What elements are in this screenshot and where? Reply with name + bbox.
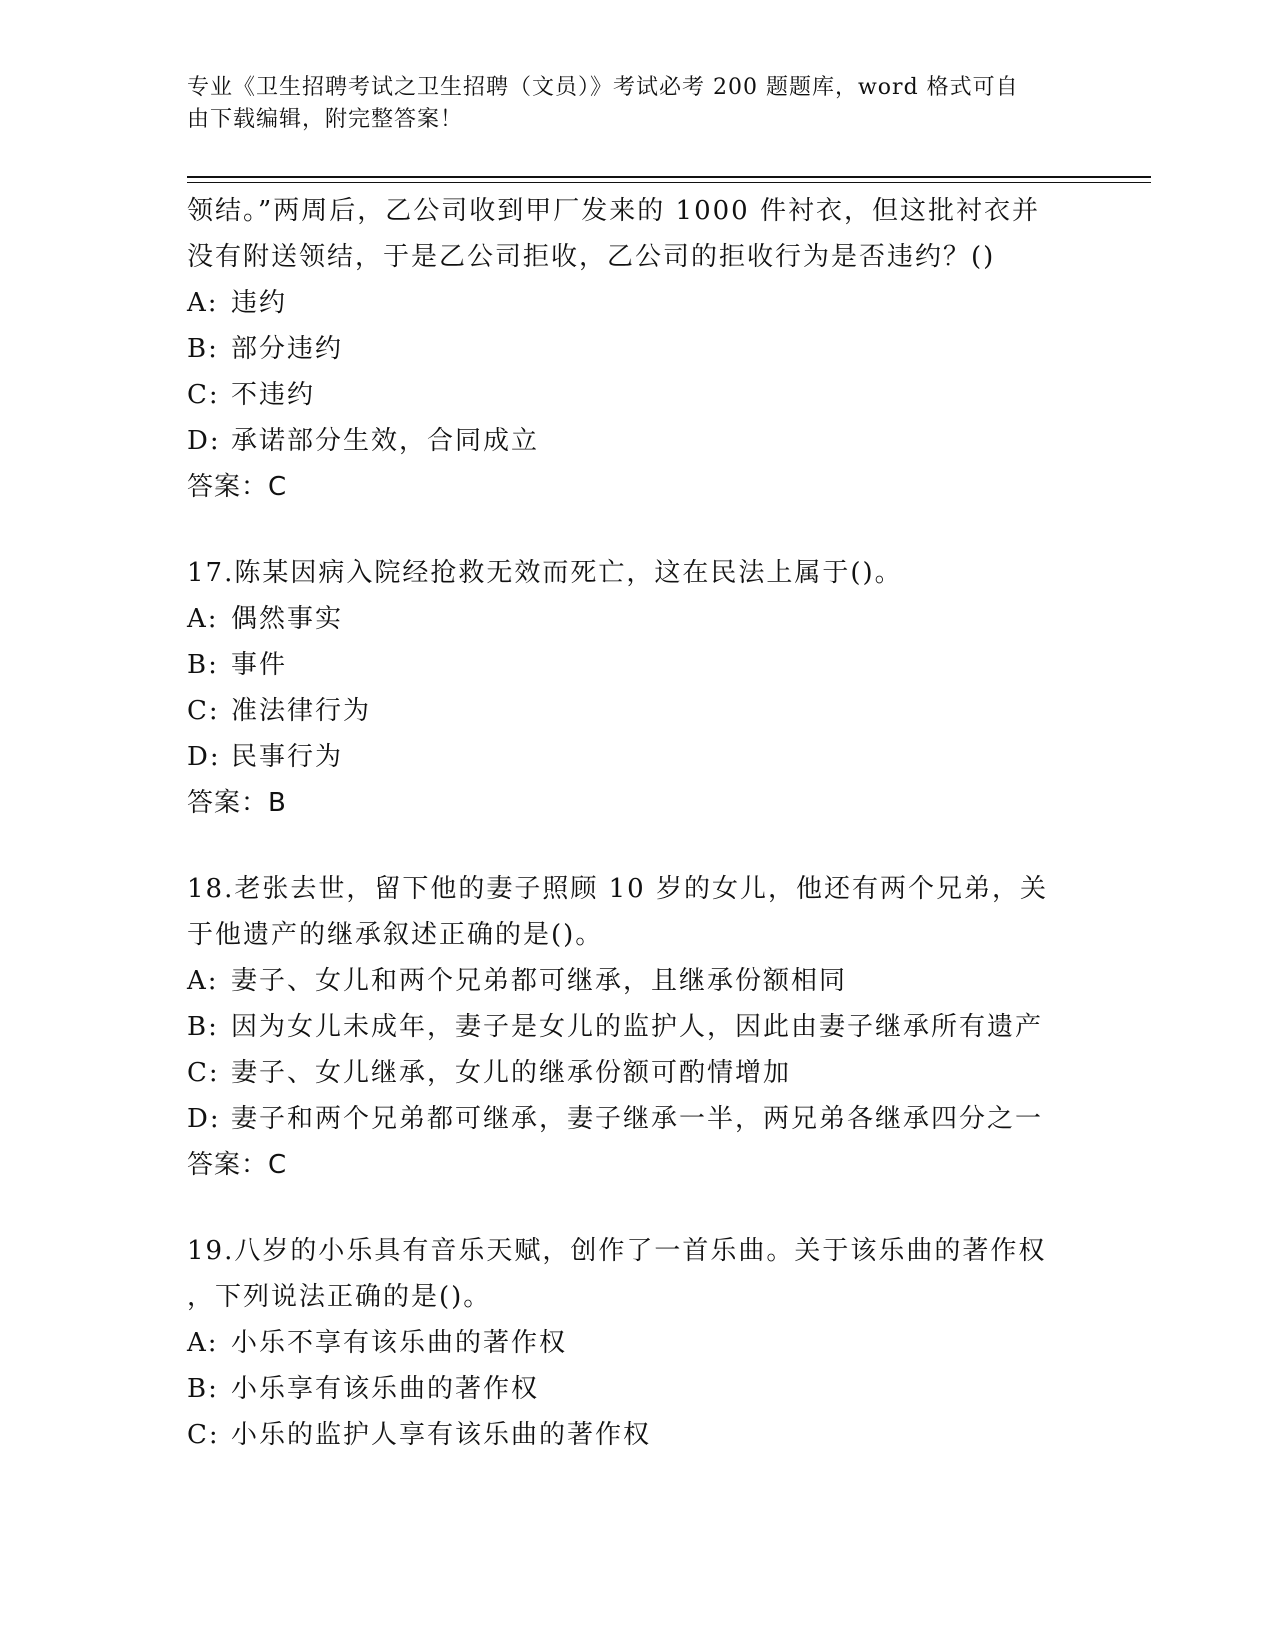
option-letter: C: (187, 1420, 220, 1450)
answer-line: 答案：B (187, 788, 287, 818)
option-letter: A: (187, 288, 219, 318)
document-body (187, 188, 1087, 1458)
option-text: 小乐的监护人享有该乐曲的著作权 (231, 1420, 652, 1450)
question-stem-line: ，下列说法正确的是()。 (187, 1282, 492, 1312)
header-divider (187, 176, 1151, 183)
option-text: 违约 (231, 288, 288, 318)
option-text: 妻子和两个兄弟都可继承，妻子继承一半，两兄弟各继承四分之一 (231, 1104, 1044, 1134)
option-letter: A: (187, 604, 219, 634)
question-stem-line: 17.陈某因病入院经抢救无效而死亡，这在民法上属于()。 (187, 558, 903, 588)
option-a (187, 1320, 1087, 1366)
option-c (187, 372, 1087, 418)
option-b (187, 1004, 1087, 1050)
option-letter: B: (187, 334, 219, 364)
header-line-1: 专业《卫生招聘考试之卫生招聘（文员）》考试必考 200 题题库，word 格式可自 (187, 75, 1019, 100)
option-text: 因为女儿未成年，妻子是女儿的监护人，因此由妻子继承所有遗产 (231, 1012, 1044, 1042)
option-letter: B: (187, 1012, 219, 1042)
option-text: 小乐不享有该乐曲的著作权 (231, 1328, 568, 1358)
answer-line: 答案：C (187, 472, 288, 502)
option-c (187, 1412, 1087, 1458)
option-text: 民事行为 (231, 742, 344, 772)
option-b (187, 326, 1087, 372)
option-letter: D: (187, 742, 221, 772)
option-text: 小乐享有该乐曲的著作权 (231, 1374, 540, 1404)
option-d (187, 734, 1087, 780)
question-stem-line: 19.八岁的小乐具有音乐天赋，创作了一首乐曲。关于该乐曲的著作权 (187, 1236, 1047, 1266)
question-17 (187, 550, 1087, 826)
option-letter: B: (187, 650, 219, 680)
option-d (187, 1096, 1087, 1142)
option-text: 偶然事实 (231, 604, 344, 634)
option-a (187, 958, 1087, 1004)
option-text: 事件 (231, 650, 288, 680)
document-header (187, 72, 1087, 136)
option-text: 部分违约 (231, 334, 344, 364)
question-stem-line: 18.老张去世，留下他的妻子照顾 10 岁的女儿，他还有两个兄弟，关 (187, 874, 1048, 904)
option-text: 准法律行为 (231, 696, 372, 726)
option-b (187, 1366, 1087, 1412)
option-letter: D: (187, 426, 221, 456)
option-a (187, 596, 1087, 642)
option-c (187, 1050, 1087, 1096)
question-stem-line: 领结。”两周后，乙公司收到甲厂发来的 1000 件衬衣，但这批衬衣并 (187, 196, 1040, 226)
question-16 (187, 188, 1087, 510)
option-letter: A: (187, 966, 219, 996)
question-18 (187, 866, 1087, 1188)
question-stem-line: 没有附送领结，于是乙公司拒收，乙公司的拒收行为是否违约？() (187, 242, 996, 272)
option-b (187, 642, 1087, 688)
option-letter: C: (187, 696, 220, 726)
option-letter: C: (187, 380, 220, 410)
question-stem-line: 于他遗产的继承叙述正确的是()。 (187, 920, 604, 950)
option-text: 承诺部分生效，合同成立 (231, 426, 540, 456)
option-text: 不违约 (231, 380, 316, 410)
option-c (187, 688, 1087, 734)
option-letter: C: (187, 1058, 220, 1088)
option-a (187, 280, 1087, 326)
option-letter: B: (187, 1374, 219, 1404)
option-text: 妻子、女儿继承，女儿的继承份额可酌情增加 (231, 1058, 792, 1088)
answer-line: 答案：C (187, 1150, 288, 1180)
header-line-2: 由下载编辑，附完整答案！ (187, 107, 464, 132)
question-19 (187, 1228, 1087, 1458)
option-text: 妻子、女儿和两个兄弟都可继承，且继承份额相同 (231, 966, 848, 996)
option-letter: D: (187, 1104, 221, 1134)
option-d (187, 418, 1087, 464)
option-letter: A: (187, 1328, 219, 1358)
